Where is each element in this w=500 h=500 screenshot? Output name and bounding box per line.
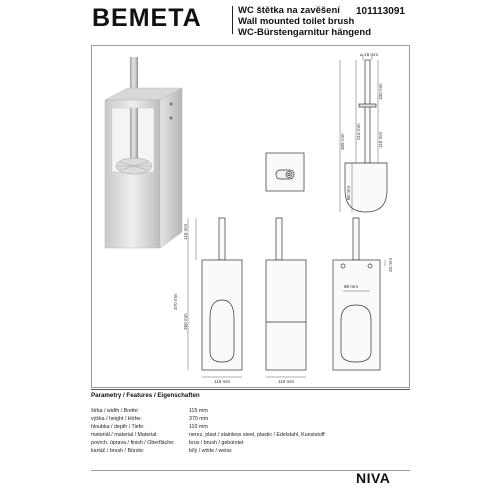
bracket-view [266,153,304,191]
dim-hole-offset: 20 mm [388,257,393,272]
dim-mid: 110 mm [378,131,383,148]
parameter-value: bílý / white / weiss [189,448,232,454]
parameters-heading: Parametry / Features / Eigenschaften [91,392,200,399]
dim-handle-top: 100 mm [378,83,383,100]
product-photo [105,57,182,248]
dim-width-front: 115 mm [214,379,231,384]
dim-total-side: 305 mm [340,133,345,150]
title-german: WC-Bürstengarnitur hängend [238,27,371,38]
brand-logo: BEMETA [92,4,202,32]
parameter-key: hloubka / depth / Tiefe: [91,424,145,430]
dim-front-top: 110 mm [183,223,188,240]
product-code: 101113091 [356,6,405,17]
parameters-table [91,389,410,471]
dim-hole-spacing: 88 mm [344,284,359,289]
parameter-value: 370 mm [189,416,209,422]
parameter-key: kartáč / brush / Bürste: [91,448,145,454]
side-view-bottom [266,218,306,377]
parameter-key: šírka / width / Breite: [91,408,139,414]
parameter-key: výška / height / Höhe: [91,416,142,422]
parameter-value: 110 mm [189,424,208,430]
dim-diameter: ⌀ 16 mm [360,52,379,57]
parameter-value: nerez, plast / stainless steel, plastic / Edelstahl, Kunststoff [189,432,325,438]
dim-width-side: 110 mm [278,379,295,384]
parameter-value: brus / brush / gebürstet [189,440,244,446]
parameter-value: 115 mm [189,408,208,414]
parameter-key: povrch. úprava / finish / Oberfläche: [91,440,175,446]
dim-front-lower: 260 mm [183,313,188,330]
parameter-key: materiál / material / Material: [91,432,158,438]
title-czech: WC štětka na zavěšení [238,5,340,16]
front-view [188,218,242,377]
back-view [333,218,385,370]
series-name: NIVA [356,470,391,486]
dim-upper: 215 mm [356,123,361,140]
dim-lower: 80 mm [346,185,351,200]
title-english: Wall mounted toilet brush [238,16,355,27]
dim-front-total: 370 mm [173,293,178,310]
